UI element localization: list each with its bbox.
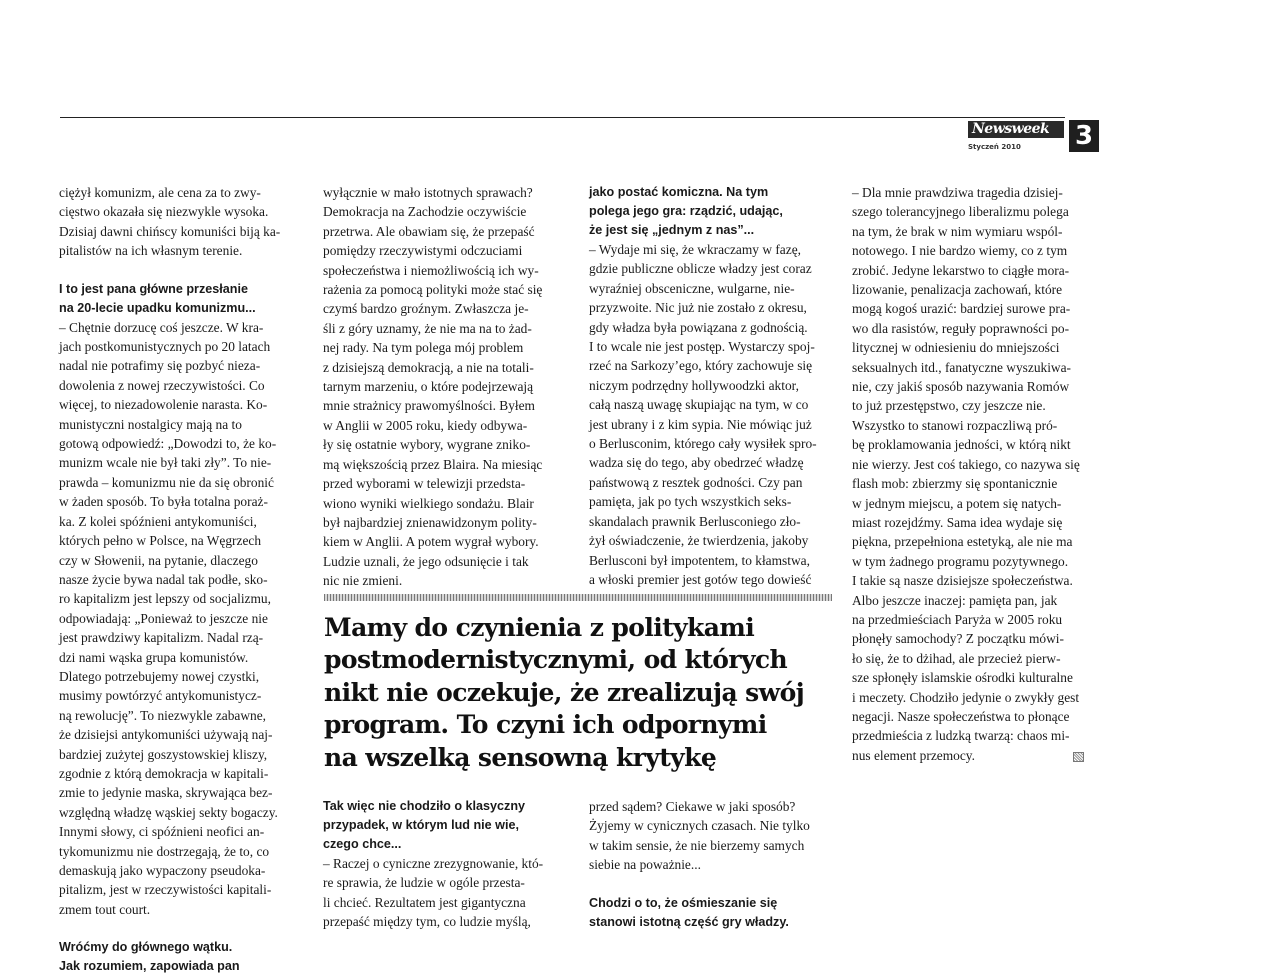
interview-question: stanowi istotną część gry władzy. bbox=[589, 914, 789, 929]
text-line: nie, czy jakiś sposób nazywania Romów bbox=[852, 379, 1070, 395]
text-line: nadal nie potrafimy się pozbyć nieza- bbox=[59, 358, 261, 374]
text-line: tarnym marzeniu, o które podejrzewają bbox=[323, 379, 534, 395]
text-line: rzeć na Sarkozy’ego, który zachowuje się bbox=[589, 358, 813, 374]
interview-question: Jak rozumiem, zapowiada pan bbox=[59, 959, 240, 974]
article-column-3-bottom bbox=[589, 797, 835, 932]
pullquote-line: program. To czyni ich odpornymi bbox=[324, 710, 767, 740]
text-line: lizowanie, penalizacja zachowań, które bbox=[852, 282, 1063, 298]
text-line: negacji. Nasze społeczeństwa to płonące bbox=[852, 708, 1070, 724]
text-line: ną rewolucję”. To niezwykle zabawne, bbox=[59, 707, 267, 723]
text-line: ło się, że to dżihad, ale przecież pierw- bbox=[852, 650, 1061, 666]
text-line: nasze życie bywa nadal tak podłe, sko- bbox=[59, 571, 268, 587]
text-line: zrobić. Jedyne lekarstwo to ciągłe mora- bbox=[852, 262, 1070, 278]
text-line: rażenia za pomocą polityki może stać się bbox=[323, 282, 543, 298]
pullquote-dotted-rule bbox=[324, 594, 832, 601]
interview-question: Chodzi o to, że ośmieszanie się bbox=[589, 895, 778, 910]
text-line: bardziej zużytej goszystowskiej kliszy, bbox=[59, 746, 268, 762]
text-line: na przedmieściach Paryża w 2005 roku bbox=[852, 611, 1063, 627]
text-line: wo dla rasistów, reguły poprawności po- bbox=[852, 320, 1070, 336]
text-line: cięstwo okazała się niezwykle wysoka. bbox=[59, 204, 269, 220]
text-line bbox=[852, 746, 1098, 765]
text-line: żył oświadczenie, że twierdzenia, jakoby bbox=[589, 533, 809, 549]
text-line: których pełno w Polsce, na Węgrzech bbox=[59, 533, 262, 549]
page-number: 3 bbox=[1069, 120, 1099, 152]
text-line: Demokracja na Zachodzie oczywiście bbox=[323, 204, 527, 220]
text-line: niczym podrzędny hollywoodzki aktor, bbox=[589, 377, 799, 393]
text-line: zmem tout court. bbox=[59, 901, 151, 917]
pullquote-line: na wszelką sensowną krytykę bbox=[324, 742, 717, 772]
pullquote bbox=[324, 612, 834, 774]
text-line: Wszystko to stanowi rozpaczliwą pró- bbox=[852, 417, 1058, 433]
text-line: notowego. I nie bardzo wiemy, co z tym bbox=[852, 243, 1068, 259]
article-column-2-bottom bbox=[323, 797, 569, 932]
text-line: pamięta, jak po tych wszystkich seks- bbox=[589, 494, 792, 510]
text-line: całą naszą uwagę skupiając na tym, w co bbox=[589, 397, 809, 413]
text-line: nej rady. Na tym polega mój problem bbox=[323, 340, 524, 356]
pullquote-line: nikt nie oczekuje, że zrealizują swój bbox=[324, 677, 805, 707]
interview-question: jako postać komiczna. Na tym bbox=[589, 185, 769, 199]
text-line: wiono wyniki wielkiego sondażu. Blair bbox=[323, 495, 534, 511]
text-line: kiem w Anglii. A potem wygrał wybory. bbox=[323, 534, 539, 550]
text-line: mogą kogoś urazić: bardziej surowe pra- bbox=[852, 301, 1071, 317]
interview-question: przypadek, w którym lud nie wie, bbox=[323, 818, 519, 832]
text-line: przed wyborami w telewizji przedsta- bbox=[323, 476, 526, 492]
text-line: munistyczni nostalgicy mają na to bbox=[59, 416, 242, 432]
text-line: pomiędzy rzeczywistymi odczuciami bbox=[323, 243, 523, 259]
text-line: Dlatego potrzebujemy nowej czystki, bbox=[59, 668, 260, 684]
text-line: – Chętnie dorzucę coś jeszcze. W kra- bbox=[59, 319, 264, 335]
text-line: jach postkomunistycznych po 20 latach bbox=[59, 339, 271, 355]
text-line: Innymi słowy, ci spóźnieni neofici an- bbox=[59, 824, 265, 840]
text-line: ły się ostatnie wybory, wygrane zniko- bbox=[323, 437, 531, 453]
text-line: demaskują jako wypaczony pseudoka- bbox=[59, 863, 266, 878]
text-line: przedmieścia z ludzką twarzą: chaos mi- bbox=[852, 728, 1070, 744]
text-line: ciężył komunizm, ale cena za to zwy- bbox=[59, 185, 261, 200]
text-line: przed sądem? Ciekawe w jaki sposób? bbox=[589, 799, 796, 814]
text-line: śli z góry uznamy, że nie ma na to żad- bbox=[323, 320, 532, 336]
text-line: musimy powtórzyć antykomunistycz- bbox=[59, 688, 262, 704]
text-line: dowolenia z nowej rzeczywistości. Co bbox=[59, 377, 265, 393]
text-line: flash mob: zbierzmy się spontanicznie bbox=[852, 476, 1058, 492]
interview-question: I to jest pana główne przesłanie bbox=[59, 281, 248, 296]
text-line: I to wcale nie jest postęp. Wystarczy spoj- bbox=[589, 339, 815, 355]
text-line: mnie strażnicy prawomyślności. Byłem bbox=[323, 398, 535, 414]
text-line: i meczety. Chodziło jedynie o zwykły gest bbox=[852, 689, 1080, 705]
text-line: Dzisiaj dawni chińscy komuniści biją ka- bbox=[59, 223, 281, 239]
text-line: Berlusconi był impotentem, to kłamstwa, bbox=[589, 552, 810, 568]
text-line: w tym żadnego programu pozytywnego. bbox=[852, 553, 1069, 569]
text-line: Żyjemy w cynicznych czasach. Nie tylko bbox=[589, 818, 810, 834]
text-line: mą większością przez Blaira. Na miesiąc bbox=[323, 456, 543, 472]
text-line: o Berlusconim, którego cały wysiłek spro- bbox=[589, 436, 817, 452]
text-line: odpowiadają: „Ponieważ to jeszcze nie bbox=[59, 610, 268, 626]
text-line: płonęły samochody? Z początku mówi- bbox=[852, 631, 1064, 647]
text-line: a włoski premier jest gotów tego dowieść bbox=[589, 571, 812, 587]
text-line: tykomunizmu nie dostrzegają, że to, co bbox=[59, 843, 270, 859]
text-line: wyraźniej obsceniczne, wulgarne, nie- bbox=[589, 280, 795, 296]
pullquote-line: Mamy do czynienia z politykami bbox=[324, 613, 755, 642]
text-line: jest prawdziwy kapitalizm. Nadal rzą- bbox=[59, 630, 264, 646]
text-line: wadza się do tego, aby obedrzeć władzę bbox=[589, 455, 804, 471]
text-line: gdy władza była powiązana z godnością. bbox=[589, 319, 808, 335]
text-line: względną władzę wąskiej sekty bogaczy. bbox=[59, 804, 278, 820]
issue-date: Styczeń 2010 bbox=[968, 143, 1021, 151]
text-line: skandalach prawnik Berlusconiego zło- bbox=[589, 513, 801, 529]
interview-question: Tak więc nie chodziło o klasyczny bbox=[323, 799, 526, 813]
article-column-3 bbox=[589, 183, 835, 589]
text-line: seksualnych itd., fanatyczne wyszukiwa- bbox=[852, 359, 1072, 375]
header-rule bbox=[60, 117, 1065, 118]
text-line: na tym, że brak w nim wymiaru wspól- bbox=[852, 223, 1063, 239]
text-line: w jednym miejscu, a potem się natych- bbox=[852, 495, 1062, 511]
interview-question: że jest się „jednym z nas”... bbox=[589, 223, 755, 237]
text-line: to już przestępstwo, czy jeszcze nie. bbox=[852, 398, 1046, 414]
text-line: – Dla mnie prawdziwa tragedia dzisiej- bbox=[852, 185, 1063, 200]
text-line: że dzisiejsi antykomuniści używają naj- bbox=[59, 727, 273, 743]
text-line: przepaść między tym, co ludzie myślą, bbox=[323, 914, 531, 930]
text-line: zgodnie z którą demokracja w kapitali- bbox=[59, 765, 269, 781]
pullquote-line: postmodernistycznymi, od których bbox=[324, 645, 788, 675]
text-line: czy w Słowenii, na pytanie, dlaczego bbox=[59, 552, 258, 568]
text-line: sze spłonęły islamskie ośrodki kulturalne bbox=[852, 670, 1073, 686]
text-line: dzi nami wąska grupa komunistów. bbox=[59, 649, 249, 665]
text-line: szego tolerancyjnego liberalizmu polega bbox=[852, 204, 1069, 220]
text-line: w żaden sposób. To była totalna poraż- bbox=[59, 494, 268, 510]
text-line: w takim sensie, że nie bierzemy samych bbox=[589, 837, 805, 853]
text-line: był najbardziej znienawidzonym polity- bbox=[323, 514, 537, 530]
text-line: nic nie zmieni. bbox=[323, 573, 403, 589]
text-line: gotową odpowiedź: „Dowodzi to, że ko- bbox=[59, 436, 277, 452]
text-line: prawda – komunizmu nie da się obronić bbox=[59, 474, 274, 490]
article-column-1 bbox=[59, 183, 305, 976]
interview-question: polega jego gra: rządzić, udając, bbox=[589, 204, 783, 218]
end-mark-icon bbox=[1073, 752, 1084, 762]
text-line: re sprawia, że ludzie w ogóle przesta- bbox=[323, 875, 525, 891]
text-line: przyzwoite. Nic już nie zostało z okresu, bbox=[589, 300, 807, 316]
text-line: – Wydaje mi się, że wkraczamy w fazę, bbox=[589, 242, 801, 257]
text-line: li chcieć. Rezultatem jest gigantyczna bbox=[323, 894, 526, 910]
text-line: pitalizm, jest w rzeczywistości kapitali- bbox=[59, 882, 272, 898]
interview-question: czego chce... bbox=[323, 837, 402, 851]
text-line: litycznej w odniesieniu do mniejszości bbox=[852, 340, 1060, 356]
text-line-end: nus element przemocy. bbox=[852, 747, 975, 763]
text-line: ka. Z kolei spóźnieni antykomuniści, bbox=[59, 513, 257, 529]
article-column-2 bbox=[323, 183, 569, 591]
text-line: I takie są nasze dzisiejsze społeczeństwa. bbox=[852, 573, 1073, 589]
text-line: bę proklamowania jedności, w którą nikt bbox=[852, 437, 1071, 453]
text-line: piękna, przepełniona estetyką, ale nie ma bbox=[852, 534, 1073, 550]
text-line: w Anglii w 2005 roku, kiedy odbywa- bbox=[323, 417, 528, 433]
text-line: pitalistów na ich własnym terenie. bbox=[59, 243, 243, 259]
newsweek-logo: Newsweek bbox=[968, 121, 1064, 138]
text-line: miast rozejdźmy. Sama idea wydaje się bbox=[852, 514, 1063, 530]
text-line: munizm wcale nie był taki zły”. To nie- bbox=[59, 455, 272, 471]
text-line: przetrwa. Ale obawiam się, że przepaść bbox=[323, 223, 535, 239]
interview-question: na 20-lecie upadku komunizmu... bbox=[59, 300, 256, 315]
text-line: Albo jeszcze inaczej: pamięta pan, jak bbox=[852, 592, 1058, 608]
text-line: wyłącznie w mało istotnych sprawach? bbox=[323, 185, 533, 200]
text-line: państwową z resztek godności. Czy pan bbox=[589, 474, 803, 490]
text-line: nie wierzy. Jest coś takiego, co nazywa się bbox=[852, 456, 1080, 472]
text-line: Ludzie uznali, że jego odsunięcie i tak bbox=[323, 553, 529, 569]
text-line: z dzisiejszą demokracją, a nie na totali- bbox=[323, 359, 534, 375]
text-line: ro kapitalizm jest lepszy od socjalizmu, bbox=[59, 591, 271, 607]
text-line: gdzie publiczne oblicze władzy jest coraz bbox=[589, 261, 812, 277]
interview-question: Wróćmy do głównego wątku. bbox=[59, 940, 233, 955]
text-line: jest ubrany i z kim sypia. Nie mówiąc już bbox=[589, 416, 812, 432]
text-line: zmie to jedynie maska, skrywająca bez- bbox=[59, 785, 273, 801]
text-line: czymś bardzo groźnym. Zwłaszcza je- bbox=[323, 301, 529, 317]
text-line: – Raczej o cyniczne zrezygnowanie, któ- bbox=[323, 856, 544, 871]
text-line: siebie na poważnie... bbox=[589, 857, 701, 873]
article-column-4 bbox=[852, 183, 1098, 765]
text-line: więcej, to niezadowolenie narasta. Ko- bbox=[59, 397, 268, 413]
text-line: społeczeństwa i niemożliwością ich wy- bbox=[323, 262, 539, 278]
